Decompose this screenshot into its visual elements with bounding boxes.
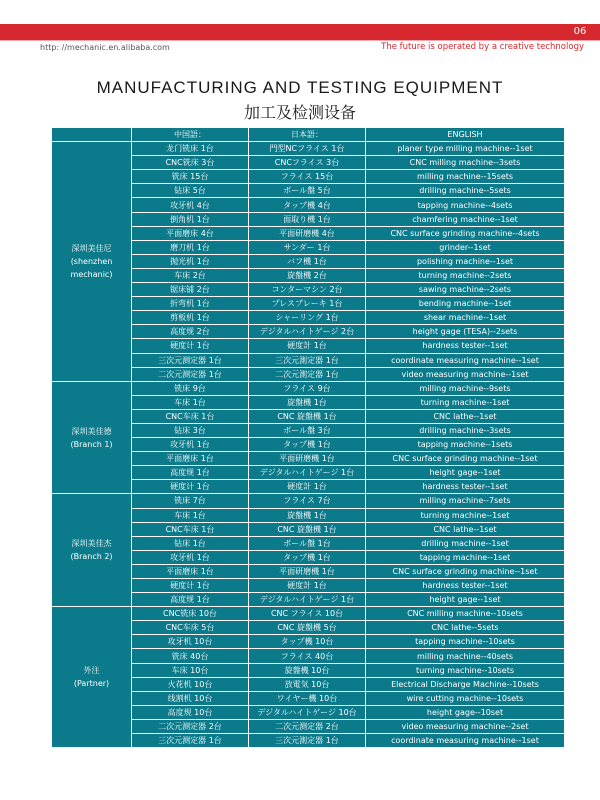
cell-chinese: 高度规 2台 bbox=[132, 325, 249, 339]
cell-chinese: 硬度计 1台 bbox=[132, 339, 249, 353]
cell-chinese: 高度规 10台 bbox=[132, 705, 249, 719]
cell-chinese: 平面磨床 4台 bbox=[132, 226, 249, 240]
cell-chinese: 磨刀机 1台 bbox=[132, 240, 249, 254]
group-cell: 深圳美佳杰 (Branch 2) bbox=[52, 494, 132, 607]
cell-english: grinder--1set bbox=[366, 240, 565, 254]
cell-japanese: タップ機 4台 bbox=[249, 198, 366, 212]
cell-japanese: CNCフライス 3台 bbox=[249, 156, 366, 170]
cell-english: planer type milling machine--1set bbox=[366, 142, 565, 156]
cell-english: turning machine--10sets bbox=[366, 663, 565, 677]
cell-chinese: 龙门铣床 1台 bbox=[132, 142, 249, 156]
cell-chinese: 锯床铺 2台 bbox=[132, 283, 249, 297]
cell-chinese: 倒角机 1台 bbox=[132, 212, 249, 226]
cell-chinese: 线割机 10台 bbox=[132, 691, 249, 705]
cell-chinese: 铣床 15台 bbox=[132, 170, 249, 184]
cell-chinese: 三次元测定器 1台 bbox=[132, 353, 249, 367]
cell-chinese: 抛光机 1台 bbox=[132, 254, 249, 268]
table-header-row bbox=[52, 128, 565, 142]
header-bar bbox=[0, 24, 600, 40]
header-divider bbox=[0, 40, 600, 41]
cell-english: CNC surface grinding machine--1set bbox=[366, 564, 565, 578]
cell-japanese: フライス 15台 bbox=[249, 170, 366, 184]
header-cell-chinese: 中国語： bbox=[132, 128, 249, 142]
cell-japanese: CNC フライス 10台 bbox=[249, 607, 366, 621]
cell-english: turning machine--2sets bbox=[366, 268, 565, 282]
website-url: http: //mechanic.en.alibaba.com bbox=[40, 43, 170, 52]
cell-japanese: 平面研磨機 1台 bbox=[249, 452, 366, 466]
cell-english: turning machine--1set bbox=[366, 395, 565, 409]
equipment-table bbox=[51, 127, 565, 748]
cell-chinese: CNC车床 5台 bbox=[132, 621, 249, 635]
cell-english: bending machine--1set bbox=[366, 297, 565, 311]
cell-chinese: 二次元测定器 1台 bbox=[132, 367, 249, 381]
cell-japanese: 旋盤機 1台 bbox=[249, 395, 366, 409]
cell-japanese: タップ機 10台 bbox=[249, 635, 366, 649]
cell-japanese: 面取り機 1台 bbox=[249, 212, 366, 226]
cell-japanese: フライス 40台 bbox=[249, 649, 366, 663]
cell-english: tapping machine--1set bbox=[366, 550, 565, 564]
cell-chinese: 高度规 1台 bbox=[132, 593, 249, 607]
cell-chinese: CNC铣床 10台 bbox=[132, 607, 249, 621]
table-row bbox=[52, 494, 565, 508]
cell-english: CNC lathe--5sets bbox=[366, 621, 565, 635]
cell-chinese: 钻床 1台 bbox=[132, 536, 249, 550]
cell-english: hardness tester--1set bbox=[366, 480, 565, 494]
cell-japanese: 旋盤機 10台 bbox=[249, 663, 366, 677]
cell-english: tapping machine--1sets bbox=[366, 438, 565, 452]
cell-japanese: 旋盤機 1台 bbox=[249, 508, 366, 522]
cell-english: CNC surface grinding machine--1set bbox=[366, 452, 565, 466]
cell-japanese: ボール盤 5台 bbox=[249, 184, 366, 198]
cell-english: CNC lathe--1set bbox=[366, 409, 565, 423]
cell-chinese: 攻牙机 4台 bbox=[132, 198, 249, 212]
group-cell: 深圳美佳尼 (shenzhen mechanic) bbox=[52, 142, 132, 382]
cell-english: coordinate measuring machine--1set bbox=[366, 353, 565, 367]
cell-chinese: 攻牙机 10台 bbox=[132, 635, 249, 649]
cell-chinese: 硬度计 1台 bbox=[132, 480, 249, 494]
page-title: MANUFACTURING AND TESTING EQUIPMENT bbox=[96, 78, 504, 97]
cell-japanese: デジタルハイトゲージ 2台 bbox=[249, 325, 366, 339]
cell-japanese: デジタルハイトゲージ 10台 bbox=[249, 705, 366, 719]
cell-chinese: 二次元测定器 2台 bbox=[132, 719, 249, 733]
cell-chinese: 硬度计 1台 bbox=[132, 579, 249, 593]
cell-japanese: ワイヤー機 10台 bbox=[249, 691, 366, 705]
cell-japanese: CNC 旋盤機 1台 bbox=[249, 522, 366, 536]
cell-japanese: ボール盤 3台 bbox=[249, 423, 366, 437]
cell-english: polishing machine--1set bbox=[366, 254, 565, 268]
cell-chinese: CNC车床 1台 bbox=[132, 409, 249, 423]
cell-english: CNC surface grinding machine--4sets bbox=[366, 226, 565, 240]
cell-english: turning machine--1set bbox=[366, 508, 565, 522]
cell-japanese: サンダー 1台 bbox=[249, 240, 366, 254]
cell-chinese: 火花机 10台 bbox=[132, 677, 249, 691]
cell-english: tapping machine--10sets bbox=[366, 635, 565, 649]
cell-english: milling machine--40sets bbox=[366, 649, 565, 663]
cell-japanese: タップ機 1台 bbox=[249, 550, 366, 564]
page-subtitle: 加工及检测设备 bbox=[243, 103, 356, 122]
cell-english: shear machine--1set bbox=[366, 311, 565, 325]
cell-chinese: 攻牙机 1台 bbox=[132, 438, 249, 452]
cell-english: milling machine--15sets bbox=[366, 170, 565, 184]
header-cell-group bbox=[52, 128, 132, 142]
cell-japanese: デジタルハイトゲージ 1台 bbox=[249, 593, 366, 607]
cell-english: sawing machine--2sets bbox=[366, 283, 565, 297]
cell-chinese: CNC铣床 3台 bbox=[132, 156, 249, 170]
cell-english: hardness tester--1set bbox=[366, 339, 565, 353]
group-cell: 外注 (Partner) bbox=[52, 607, 132, 748]
cell-english: coordinate measuring machine--1set bbox=[366, 734, 565, 748]
cell-japanese: プレスブレーキ 1台 bbox=[249, 297, 366, 311]
cell-chinese: 剪板机 1台 bbox=[132, 311, 249, 325]
cell-japanese: 平面研磨機 4台 bbox=[249, 226, 366, 240]
cell-japanese: 旋盤機 2台 bbox=[249, 268, 366, 282]
cell-chinese: 车床 2台 bbox=[132, 268, 249, 282]
cell-chinese: 车床 10台 bbox=[132, 663, 249, 677]
cell-english: CNC lathe--1set bbox=[366, 522, 565, 536]
cell-japanese: バフ機 1台 bbox=[249, 254, 366, 268]
cell-japanese: 硬度計 1台 bbox=[249, 579, 366, 593]
tagline: The future is operated by a creative technology bbox=[381, 42, 584, 52]
cell-chinese: 攻牙机 1台 bbox=[132, 550, 249, 564]
cell-english: drilling machine--1set bbox=[366, 536, 565, 550]
cell-english: height gage--10set bbox=[366, 705, 565, 719]
cell-japanese: デジタルハイトゲージ 1台 bbox=[249, 466, 366, 480]
cell-japanese: 放電気 10台 bbox=[249, 677, 366, 691]
cell-japanese: シャーリング 1台 bbox=[249, 311, 366, 325]
table-row bbox=[52, 142, 565, 156]
cell-english: CNC milling machine--10sets bbox=[366, 607, 565, 621]
cell-english: wire cutting machine--10sets bbox=[366, 691, 565, 705]
page-number: 06 bbox=[560, 24, 600, 40]
cell-chinese: 钻床 3台 bbox=[132, 423, 249, 437]
cell-english: CNC milling machine--3sets bbox=[366, 156, 565, 170]
cell-english: height gage--1set bbox=[366, 466, 565, 480]
cell-chinese: 平面磨床 1台 bbox=[132, 564, 249, 578]
cell-chinese: 车床 1台 bbox=[132, 508, 249, 522]
cell-chinese: 铣床 7台 bbox=[132, 494, 249, 508]
header-cell-japanese: 日本語： bbox=[249, 128, 366, 142]
cell-chinese: 铣床 40台 bbox=[132, 649, 249, 663]
cell-english: Electrical Discharge Machine--10sets bbox=[366, 677, 565, 691]
header-cell-english: ENGLISH bbox=[366, 128, 565, 142]
cell-english: drilling machine--5sets bbox=[366, 184, 565, 198]
cell-chinese: 车床 1台 bbox=[132, 395, 249, 409]
cell-chinese: 铣床 9台 bbox=[132, 381, 249, 395]
cell-chinese: 钻床 5台 bbox=[132, 184, 249, 198]
equipment-table-body bbox=[52, 142, 565, 748]
cell-chinese: 平面磨床 1台 bbox=[132, 452, 249, 466]
cell-japanese: 硬度計 1台 bbox=[249, 480, 366, 494]
cell-japanese: CNC 旋盤機 5台 bbox=[249, 621, 366, 635]
cell-japanese: フライス 9台 bbox=[249, 381, 366, 395]
cell-japanese: 硬度計 1台 bbox=[249, 339, 366, 353]
table-row bbox=[52, 381, 565, 395]
cell-japanese: タップ機 1台 bbox=[249, 438, 366, 452]
cell-japanese: 三次元測定器 1台 bbox=[249, 353, 366, 367]
cell-english: height gage (TESA)--2sets bbox=[366, 325, 565, 339]
cell-english: video measuring machine--1set bbox=[366, 367, 565, 381]
cell-english: milling machine--9sets bbox=[366, 381, 565, 395]
cell-chinese: 三次元测定器 1台 bbox=[132, 734, 249, 748]
cell-english: chamfering machine--1set bbox=[366, 212, 565, 226]
cell-chinese: 折弯机 1台 bbox=[132, 297, 249, 311]
cell-chinese: CNC车床 1台 bbox=[132, 522, 249, 536]
cell-chinese: 高度规 1台 bbox=[132, 466, 249, 480]
cell-english: drilling machine--3sets bbox=[366, 423, 565, 437]
cell-japanese: 門型NCフライス 1台 bbox=[249, 142, 366, 156]
group-cell: 深圳美佳德 (Branch 1) bbox=[52, 381, 132, 494]
cell-japanese: コンターマシン 2台 bbox=[249, 283, 366, 297]
cell-english: milling machine--7sets bbox=[366, 494, 565, 508]
cell-japanese: 三次元測定器 1台 bbox=[249, 734, 366, 748]
cell-japanese: フライス 7台 bbox=[249, 494, 366, 508]
cell-english: hardness tester--1set bbox=[366, 579, 565, 593]
cell-english: tapping machine--4sets bbox=[366, 198, 565, 212]
cell-japanese: 二次元测定器 2台 bbox=[249, 719, 366, 733]
cell-japanese: ボール盤 1台 bbox=[249, 536, 366, 550]
cell-japanese: 二次元測定器 1台 bbox=[249, 367, 366, 381]
cell-english: height gage--1set bbox=[366, 593, 565, 607]
table-row bbox=[52, 607, 565, 621]
cell-japanese: 平面研磨機 1台 bbox=[249, 564, 366, 578]
cell-english: video measuring machine--2set bbox=[366, 719, 565, 733]
cell-japanese: CNC 旋盤機 1台 bbox=[249, 409, 366, 423]
